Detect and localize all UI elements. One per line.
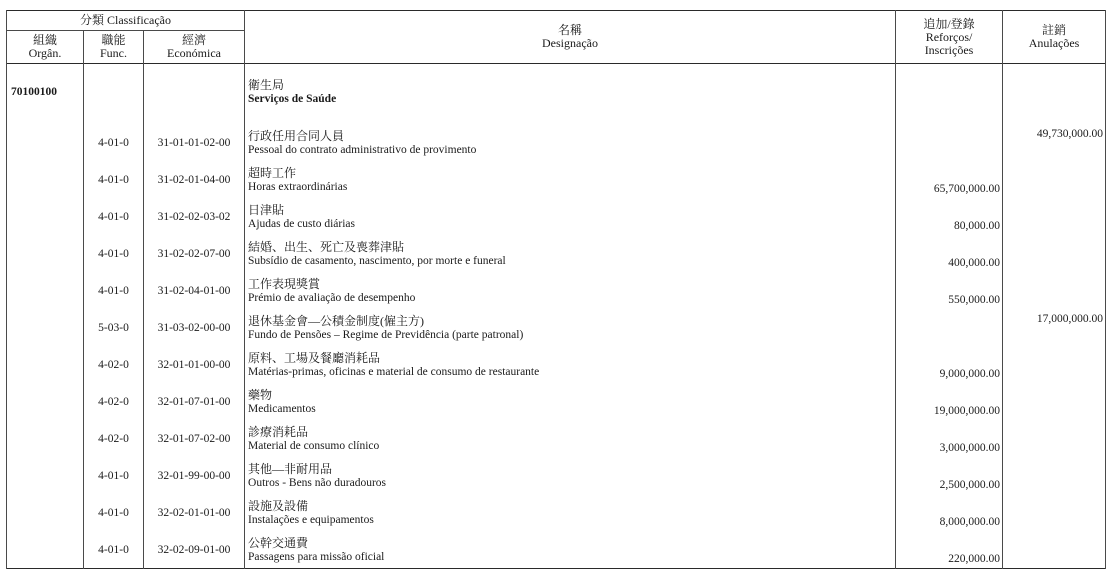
- anulacoes-value: [1003, 346, 1106, 383]
- designacao-pt: Instalações e equipamentos: [248, 513, 374, 526]
- economica-code: 32-01-07-01-00: [144, 383, 245, 420]
- designacao-zh: 超時工作: [248, 165, 297, 180]
- table-row: [7, 494, 1106, 531]
- funcional-code: 4-01-0: [84, 198, 144, 235]
- header-reforcos-pt1: Reforços/: [925, 29, 973, 44]
- economica-code: 31-03-02-00-00: [144, 309, 245, 346]
- designacao-cell: [245, 494, 896, 531]
- header-designacao-zh: 名稱: [558, 23, 583, 37]
- header-anulacoes-zh: 註銷: [1042, 23, 1067, 37]
- anulacoes-value: [1003, 531, 1106, 569]
- designacao-zh: 退休基金會—公積金制度(僱主方): [248, 313, 425, 328]
- anulacoes-value: [1003, 494, 1106, 531]
- designacao-cell: [245, 161, 896, 198]
- header-anulacoes: [1003, 11, 1106, 64]
- budget-sheet: [6, 10, 1105, 569]
- table-header: [7, 11, 1106, 64]
- designacao-zh: 藥物: [248, 387, 273, 402]
- table-row: [7, 198, 1106, 235]
- designacao-pt: Prémio de avaliação de desempenho: [248, 291, 416, 304]
- reforcos-value: 8,000,000.00: [896, 494, 1003, 531]
- header-reforcos-zh: 追加/登錄: [923, 16, 975, 31]
- header-organico: [7, 31, 84, 64]
- table-row: [7, 309, 1106, 346]
- economica-code: 31-02-04-01-00: [144, 272, 245, 309]
- funcional-code: 4-01-0: [84, 494, 144, 531]
- header-economica-zh: 經濟: [182, 33, 207, 47]
- header-reforcos: [896, 11, 1003, 64]
- table-row: [7, 457, 1106, 494]
- designacao-zh: 日津貼: [248, 202, 285, 217]
- anulacoes-value: 49,730,000.00: [1003, 124, 1106, 161]
- economica-code: 31-02-02-07-00: [144, 235, 245, 272]
- header-classificacao: 分類 Classificação: [7, 11, 245, 31]
- reforcos-value: 19,000,000.00: [896, 383, 1003, 420]
- budget-table: [6, 10, 1106, 569]
- organization-code: 70100100: [7, 70, 84, 114]
- designacao-zh: 行政任用合同人員: [248, 128, 345, 143]
- header-funcional-pt: Func.: [100, 46, 127, 60]
- funcional-code: 4-01-0: [84, 161, 144, 198]
- organico-cell: [7, 420, 84, 457]
- anulacoes-value: [1003, 235, 1106, 272]
- organico-cell: [7, 346, 84, 383]
- table-row: [7, 235, 1106, 272]
- reforcos-value: 220,000.00: [896, 531, 1003, 569]
- designacao-zh: 結婚、出生、死亡及喪葬津貼: [248, 239, 405, 254]
- table-row: [7, 272, 1106, 309]
- table-body: [7, 64, 1106, 569]
- organico-cell: [7, 235, 84, 272]
- designacao-pt: Pessoal do contrato administrativo de provimento: [248, 143, 477, 156]
- header-anulacoes-pt: Anulações: [1028, 36, 1080, 50]
- designacao-cell: [245, 309, 896, 346]
- economica-code: 32-02-09-01-00: [144, 531, 245, 569]
- header-organico-pt: Orgân.: [28, 46, 62, 60]
- designacao-pt: Matérias-primas, oficinas e material de consumo de restaurante: [248, 365, 540, 378]
- designacao-cell: [245, 457, 896, 494]
- table-row: [7, 420, 1106, 457]
- organico-cell: [7, 383, 84, 420]
- reforcos-value: 65,700,000.00: [896, 161, 1003, 198]
- designacao-cell: [245, 531, 896, 569]
- designacao-pt: Medicamentos: [248, 402, 316, 415]
- designacao-zh: 診療消耗品: [248, 424, 309, 439]
- economica-code: 32-01-99-00-00: [144, 457, 245, 494]
- header-organico-zh: 組織: [32, 33, 57, 47]
- designacao-cell: [245, 420, 896, 457]
- designacao-pt: Material de consumo clínico: [248, 439, 380, 452]
- anulacoes-value: [1003, 420, 1106, 457]
- designacao-pt: Ajudas de custo diárias: [248, 217, 356, 230]
- table-row: [7, 161, 1106, 198]
- anulacoes-value: [1003, 457, 1106, 494]
- funcional-code: 4-02-0: [84, 420, 144, 457]
- designacao-pt: Passagens para missão oficial: [248, 550, 385, 563]
- organico-cell: [7, 272, 84, 309]
- table-row: [7, 531, 1106, 569]
- designacao-zh: 原料、工場及餐廳消耗品: [248, 350, 381, 365]
- funcional-code: 5-03-0: [84, 309, 144, 346]
- designacao-cell: [245, 346, 896, 383]
- header-reforcos-pt2: Inscrições: [924, 42, 974, 57]
- designacao-zh: 公幹交通費: [248, 535, 309, 550]
- organization-name-pt: Serviços de Saúde: [248, 93, 337, 105]
- funcional-code: 4-02-0: [84, 346, 144, 383]
- reforcos-value: [896, 309, 1003, 346]
- economica-code: 32-02-01-01-00: [144, 494, 245, 531]
- economica-code: 31-02-02-03-02: [144, 198, 245, 235]
- economica-code: 32-01-01-00-00: [144, 346, 245, 383]
- designacao-cell: [245, 272, 896, 309]
- table-row: [7, 346, 1106, 383]
- economica-code: 32-01-07-02-00: [144, 420, 245, 457]
- header-designacao-pt: Designação: [542, 36, 598, 50]
- designacao-cell: [245, 198, 896, 235]
- anulacoes-value: 17,000,000.00: [1003, 309, 1106, 346]
- funcional-code: 4-02-0: [84, 383, 144, 420]
- designacao-cell: [245, 383, 896, 420]
- organization-row: [7, 70, 1106, 114]
- organization-name: [245, 70, 896, 114]
- anulacoes-value: [1003, 272, 1106, 309]
- designacao-zh: 其他—非耐用品: [248, 461, 333, 476]
- table-row: [7, 383, 1106, 420]
- header-designacao: [245, 11, 896, 64]
- reforcos-value: 9,000,000.00: [896, 346, 1003, 383]
- organico-cell: [7, 309, 84, 346]
- designacao-pt: Horas extraordinárias: [248, 180, 348, 193]
- designacao-pt: Subsídio de casamento, nascimento, por morte e funeral: [248, 254, 506, 267]
- reforcos-value: 550,000.00: [896, 272, 1003, 309]
- organico-cell: [7, 161, 84, 198]
- reforcos-value: 3,000,000.00: [896, 420, 1003, 457]
- anulacoes-value: [1003, 161, 1106, 198]
- table-row: [7, 124, 1106, 161]
- anulacoes-value: [1003, 198, 1106, 235]
- header-funcional-zh: 職能: [101, 33, 126, 47]
- designacao-zh: 工作表現獎賞: [248, 276, 321, 291]
- designacao-cell: [245, 124, 896, 161]
- designacao-pt: Fundo de Pensões – Regime de Previdência (parte patronal): [248, 328, 524, 341]
- economica-code: 31-02-01-04-00: [144, 161, 245, 198]
- economica-code: 31-01-01-02-00: [144, 124, 245, 161]
- organico-cell: [7, 531, 84, 569]
- reforcos-value: 2,500,000.00: [896, 457, 1003, 494]
- funcional-code: 4-01-0: [84, 531, 144, 569]
- header-economica: [144, 31, 245, 64]
- funcional-code: 4-01-0: [84, 124, 144, 161]
- designacao-pt: Outros - Bens não duradouros: [248, 476, 386, 489]
- organico-cell: [7, 124, 84, 161]
- funcional-code: 4-01-0: [84, 272, 144, 309]
- organico-cell: [7, 494, 84, 531]
- reforcos-value: 80,000.00: [896, 198, 1003, 235]
- anulacoes-value: [1003, 383, 1106, 420]
- reforcos-value: [896, 124, 1003, 161]
- organico-cell: [7, 198, 84, 235]
- organico-cell: [7, 457, 84, 494]
- designacao-zh: 設施及設備: [248, 498, 309, 513]
- funcional-code: 4-01-0: [84, 235, 144, 272]
- reforcos-value: 400,000.00: [896, 235, 1003, 272]
- header-funcional: [84, 31, 144, 64]
- funcional-code: 4-01-0: [84, 457, 144, 494]
- designacao-cell: [245, 235, 896, 272]
- organization-name-zh: 衛生局: [248, 78, 285, 92]
- header-economica-pt: Económica: [167, 46, 221, 60]
